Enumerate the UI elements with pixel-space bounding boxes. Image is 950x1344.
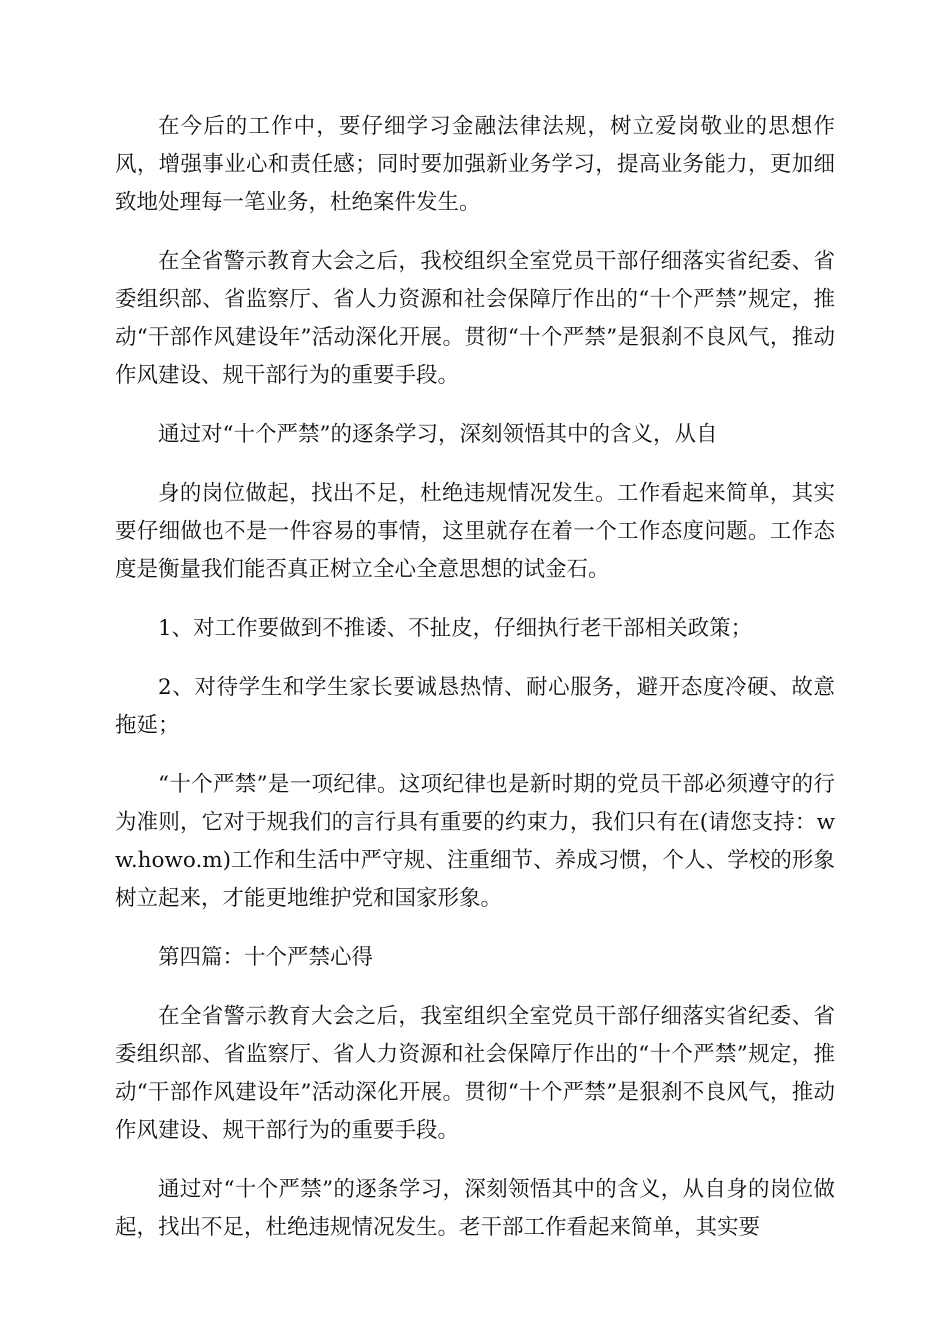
paragraph-4: 身的岗位做起，找出不足，杜绝违规情况发生。工作看起来简单，其实要仔细做也不是一件容易的事情，这里就存在着一个工作态度问题。工作态度是衡量我们能否真正树立全心全意思想的试金石。 [115,481,835,582]
section-heading: 第四篇：十个严禁心得 [158,945,374,970]
paragraph-3: 通过对“十个严禁”的逐条学习，深刻领悟其中的含义，从自 [158,422,718,447]
list-item-1: 1、对工作要做到不推诿、不扯皮，仔细执行老干部相关政策； [158,616,753,641]
paragraph-6: 在全省警示教育大会之后，我室组织全室党员干部仔细落实省纪委、省委组织部、省监察厅、省人力资源和社会保障厅作出的“十个严禁”规定，推动“干部作风建设年”活动深化开展。贯彻“十个严禁”是狠刹不良风气，推动作风建设、规干部行为的重要手段。 [115,1004,835,1143]
document-body [115,108,835,1268]
paragraph-5: “十个严禁”是一项纪律。这项纪律也是新时期的党员干部必须遵守的行为准则，它对于规我们的言行具有重要的约束力，我们只有在(请您支持：ww.howo.m)工作和生活中严守规、注重细节、养成习惯，个人、学校的形象树立起来，才能更地维护党和国家形象。 [115,772,835,911]
paragraph-2: 在全省警示教育大会之后，我校组织全室党员干部仔细落实省纪委、省委组织部、省监察厅、省人力资源和社会保障厅作出的“十个严禁”规定，推动“干部作风建设年”活动深化开展。贯彻“十个严禁”是狠刹不良风气，推动作风建设、规干部行为的重要手段。 [115,249,835,388]
paragraph-7: 通过对“十个严禁”的逐条学习，深刻领悟其中的含义，从自身的岗位做起，找出不足，杜绝违规情况发生。老干部工作看起来简单，其实要 [115,1177,835,1240]
list-item-2: 2、对待学生和学生家长要诚恳热情、耐心服务，避开态度冷硬、故意拖延； [115,675,835,738]
paragraph-1: 在今后的工作中，要仔细学习金融法律法规，树立爱岗敬业的思想作风，增强事业心和责任感；同时要加强新业务学习，提高业务能力，更加细致地处理每一笔业务，杜绝案件发生。 [115,114,835,215]
